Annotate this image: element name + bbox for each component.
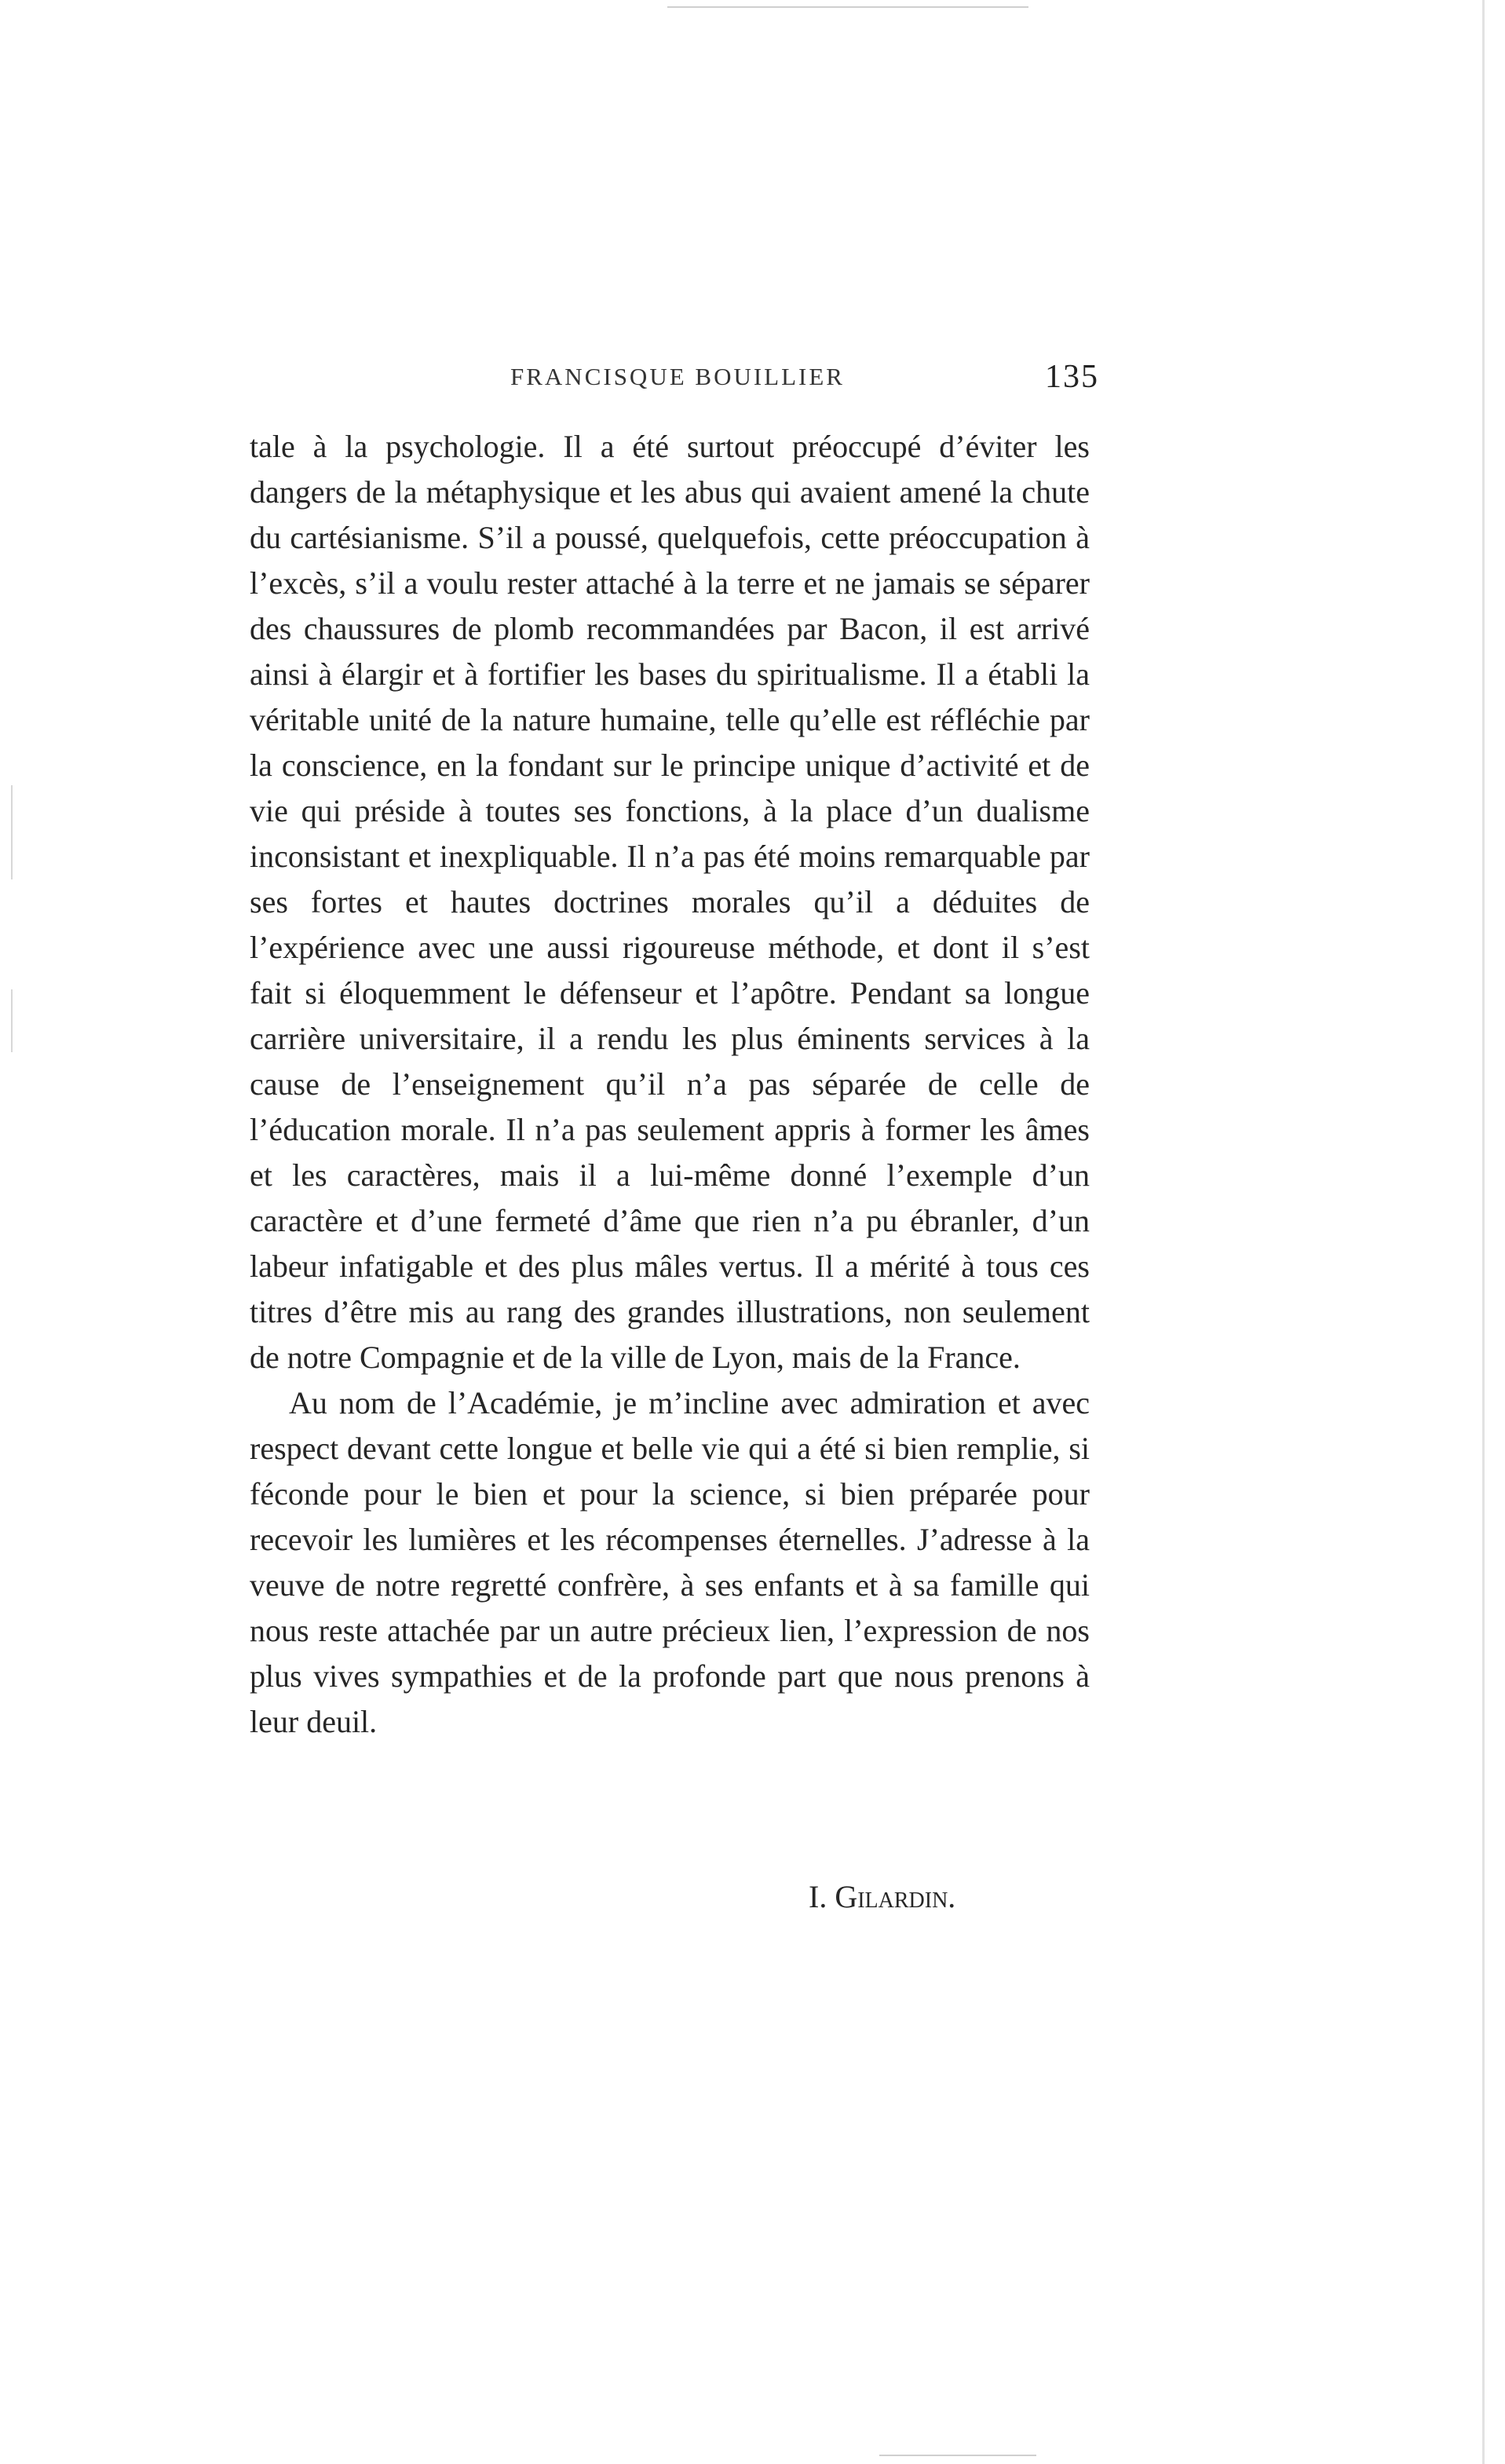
signature xyxy=(809,1878,955,1915)
running-title: FRANCISQUE BOUILLIER xyxy=(510,363,845,390)
signature-name: Gilardin. xyxy=(835,1879,956,1914)
scan-edge-right xyxy=(1482,0,1485,2464)
scan-edge-left-mark-2 xyxy=(11,989,13,1052)
signature-initial: I. xyxy=(809,1879,827,1914)
paragraph-2: Au nom de l’Académie, je m’incline avec admiration et avec respect devant cette longue et belle vie qui a été si bien remplie, si féconde pour le bien et pour la science, si bien préparée pour recevoir les lumières et les récompenses éternelles. J’adresse à la veuve de notre regretté confrère, à ses enfants et à sa famille qui nous reste attachée par un autre précieux lien, l’expression de nos plus vives sympathies et de la profonde part que nous prenons à leur deuil. xyxy=(250,1385,1090,1739)
page-number: 135 xyxy=(1045,359,1099,395)
body-text xyxy=(250,424,1090,1745)
scan-edge-left-mark xyxy=(11,785,13,879)
paragraph-1: tale à la psychologie. Il a été surtout préoccupé d’éviter les dangers de la métaphysique et les abus qui avaient amené la chute du cartésianisme. S’il a poussé, quelquefois, cette préoccupation à l’excès, s’il a voulu rester attaché à la terre et ne jamais se séparer des chaussures de plomb recommandées par Bacon, il est arrivé ainsi à élargir et à fortifier les bases du spiritualisme. Il a établi la véritable unité de la nature humaine, telle qu’elle est réfléchie par la conscience, en la fondant sur le principe unique d’activité et de vie qui préside à toutes ses fonctions, à la place d’un dualisme inconsistant et inexpliquable. Il n’a pas été moins remarquable par ses fortes et hautes doctrines morales qu’il a déduites de l’expérience avec une aussi rigoureuse méthode, et dont il s’est fait si éloquemment le défenseur et l’apôtre. Pendant sa longue carrière universitaire, il a rendu les plus éminents services à la cause de l’enseignement qu’il n’a pas séparée de celle de l’éducation morale. Il n’a pas seulement appris à former les âmes et les caractères, mais il a lui-même donné l’exemple d’un caractère et d’une fermeté d’âme que rien n’a pu ébranler, d’un labeur infatigable et des plus mâles vertus. Il a mérité à tous ces titres d’être mis au rang des grandes illustrations, non seulement de notre Compagnie et de la ville de Lyon, mais de la France. xyxy=(250,429,1090,1375)
scan-edge-top xyxy=(667,6,1028,8)
scan-edge-bottom xyxy=(879,2455,1036,2456)
page-header xyxy=(251,359,1099,410)
